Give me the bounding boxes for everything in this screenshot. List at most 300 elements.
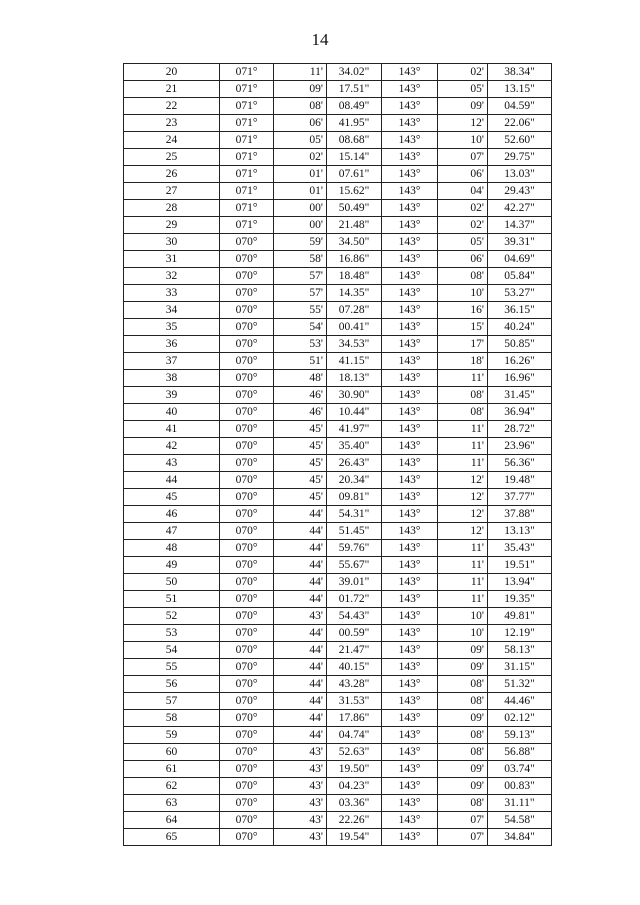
- lat-seconds-cell: 41.97": [327, 421, 382, 438]
- lon-degrees-cell: 143°: [382, 251, 438, 268]
- lon-seconds-cell: 29.75": [488, 149, 552, 166]
- table-row: [124, 455, 552, 472]
- lon-degrees-cell: 143°: [382, 625, 438, 642]
- point-number-cell: 42: [124, 438, 220, 455]
- lon-degrees-cell: 143°: [382, 676, 438, 693]
- point-number-cell: 39: [124, 387, 220, 404]
- lon-seconds-cell: 31.45": [488, 387, 552, 404]
- lat-seconds-cell: 41.15": [327, 353, 382, 370]
- lat-seconds-cell: 04.74": [327, 727, 382, 744]
- lat-seconds-cell: 00.59": [327, 625, 382, 642]
- table-row: [124, 370, 552, 387]
- lon-degrees-cell: 143°: [382, 421, 438, 438]
- lat-degrees-cell: 070°: [220, 676, 274, 693]
- table-row: [124, 727, 552, 744]
- lon-seconds-cell: 37.77": [488, 489, 552, 506]
- lon-seconds-cell: 40.24": [488, 319, 552, 336]
- table-row: [124, 353, 552, 370]
- lon-minutes-cell: 08': [438, 744, 488, 761]
- lon-minutes-cell: 09': [438, 98, 488, 115]
- lon-degrees-cell: 143°: [382, 693, 438, 710]
- lat-degrees-cell: 071°: [220, 115, 274, 132]
- lat-minutes-cell: 46': [274, 404, 327, 421]
- lat-seconds-cell: 30.90": [327, 387, 382, 404]
- lon-degrees-cell: 143°: [382, 336, 438, 353]
- lon-minutes-cell: 05': [438, 234, 488, 251]
- lon-degrees-cell: 143°: [382, 489, 438, 506]
- table-row: [124, 608, 552, 625]
- point-number-cell: 20: [124, 64, 220, 81]
- point-number-cell: 62: [124, 778, 220, 795]
- lat-seconds-cell: 21.48": [327, 217, 382, 234]
- lon-seconds-cell: 36.15": [488, 302, 552, 319]
- lat-minutes-cell: 45': [274, 455, 327, 472]
- lat-degrees-cell: 071°: [220, 98, 274, 115]
- lat-seconds-cell: 40.15": [327, 659, 382, 676]
- lat-minutes-cell: 44': [274, 642, 327, 659]
- lat-minutes-cell: 45': [274, 438, 327, 455]
- lat-degrees-cell: 070°: [220, 812, 274, 829]
- point-number-cell: 59: [124, 727, 220, 744]
- lat-degrees-cell: 070°: [220, 608, 274, 625]
- lat-degrees-cell: 070°: [220, 370, 274, 387]
- lat-degrees-cell: 070°: [220, 795, 274, 812]
- lat-seconds-cell: 43.28": [327, 676, 382, 693]
- lat-seconds-cell: 54.43": [327, 608, 382, 625]
- lat-degrees-cell: 070°: [220, 506, 274, 523]
- lat-minutes-cell: 43': [274, 812, 327, 829]
- table-row: [124, 302, 552, 319]
- lat-seconds-cell: 55.67": [327, 557, 382, 574]
- lat-minutes-cell: 57': [274, 268, 327, 285]
- lat-seconds-cell: 31.53": [327, 693, 382, 710]
- lon-degrees-cell: 143°: [382, 744, 438, 761]
- lon-minutes-cell: 09': [438, 761, 488, 778]
- lat-minutes-cell: 01': [274, 183, 327, 200]
- lon-minutes-cell: 11': [438, 540, 488, 557]
- point-number-cell: 33: [124, 285, 220, 302]
- lon-degrees-cell: 143°: [382, 404, 438, 421]
- table-row: [124, 761, 552, 778]
- lat-degrees-cell: 070°: [220, 268, 274, 285]
- point-number-cell: 35: [124, 319, 220, 336]
- lat-degrees-cell: 071°: [220, 183, 274, 200]
- lat-degrees-cell: 070°: [220, 319, 274, 336]
- lat-minutes-cell: 44': [274, 710, 327, 727]
- lon-seconds-cell: 05.84": [488, 268, 552, 285]
- lon-minutes-cell: 08': [438, 268, 488, 285]
- lon-seconds-cell: 58.13": [488, 642, 552, 659]
- lon-seconds-cell: 42.27": [488, 200, 552, 217]
- table-row: [124, 659, 552, 676]
- lon-seconds-cell: 04.59": [488, 98, 552, 115]
- lon-seconds-cell: 53.27": [488, 285, 552, 302]
- point-number-cell: 53: [124, 625, 220, 642]
- lon-degrees-cell: 143°: [382, 353, 438, 370]
- point-number-cell: 31: [124, 251, 220, 268]
- lat-degrees-cell: 070°: [220, 489, 274, 506]
- lat-seconds-cell: 41.95": [327, 115, 382, 132]
- lat-minutes-cell: 53': [274, 336, 327, 353]
- table-row: [124, 268, 552, 285]
- lon-minutes-cell: 11': [438, 455, 488, 472]
- lat-degrees-cell: 070°: [220, 642, 274, 659]
- lat-degrees-cell: 070°: [220, 336, 274, 353]
- lat-minutes-cell: 59': [274, 234, 327, 251]
- lon-minutes-cell: 08': [438, 404, 488, 421]
- lon-minutes-cell: 04': [438, 183, 488, 200]
- lat-degrees-cell: 070°: [220, 761, 274, 778]
- lat-degrees-cell: 070°: [220, 234, 274, 251]
- point-number-cell: 22: [124, 98, 220, 115]
- table-row: [124, 438, 552, 455]
- lat-minutes-cell: 00': [274, 200, 327, 217]
- coordinates-table-body: [124, 64, 552, 846]
- point-number-cell: 32: [124, 268, 220, 285]
- lat-degrees-cell: 070°: [220, 353, 274, 370]
- table-row: [124, 540, 552, 557]
- lat-seconds-cell: 07.28": [327, 302, 382, 319]
- lon-seconds-cell: 36.94": [488, 404, 552, 421]
- lon-degrees-cell: 143°: [382, 710, 438, 727]
- lat-seconds-cell: 18.48": [327, 268, 382, 285]
- lon-degrees-cell: 143°: [382, 81, 438, 98]
- lon-seconds-cell: 38.34": [488, 64, 552, 81]
- point-number-cell: 34: [124, 302, 220, 319]
- point-number-cell: 25: [124, 149, 220, 166]
- lat-minutes-cell: 44': [274, 625, 327, 642]
- lat-minutes-cell: 43': [274, 778, 327, 795]
- lat-degrees-cell: 070°: [220, 693, 274, 710]
- table-row: [124, 115, 552, 132]
- lat-seconds-cell: 07.61": [327, 166, 382, 183]
- lon-minutes-cell: 02': [438, 64, 488, 81]
- lat-minutes-cell: 43': [274, 829, 327, 846]
- table-row: [124, 778, 552, 795]
- lon-seconds-cell: 35.43": [488, 540, 552, 557]
- table-row: [124, 217, 552, 234]
- lat-minutes-cell: 44': [274, 693, 327, 710]
- lon-degrees-cell: 143°: [382, 472, 438, 489]
- lat-minutes-cell: 57': [274, 285, 327, 302]
- lon-minutes-cell: 15': [438, 319, 488, 336]
- table-row: [124, 149, 552, 166]
- lon-minutes-cell: 06': [438, 251, 488, 268]
- table-row: [124, 795, 552, 812]
- lon-minutes-cell: 12': [438, 523, 488, 540]
- point-number-cell: 41: [124, 421, 220, 438]
- point-number-cell: 51: [124, 591, 220, 608]
- point-number-cell: 23: [124, 115, 220, 132]
- lat-degrees-cell: 070°: [220, 557, 274, 574]
- point-number-cell: 30: [124, 234, 220, 251]
- lon-degrees-cell: 143°: [382, 761, 438, 778]
- table-row: [124, 744, 552, 761]
- lon-seconds-cell: 19.51": [488, 557, 552, 574]
- lon-seconds-cell: 56.88": [488, 744, 552, 761]
- lon-degrees-cell: 143°: [382, 812, 438, 829]
- lon-seconds-cell: 13.13": [488, 523, 552, 540]
- lon-minutes-cell: 17': [438, 336, 488, 353]
- point-number-cell: 24: [124, 132, 220, 149]
- lon-minutes-cell: 09': [438, 778, 488, 795]
- lon-degrees-cell: 143°: [382, 608, 438, 625]
- lat-seconds-cell: 00.41": [327, 319, 382, 336]
- table-row: [124, 676, 552, 693]
- point-number-cell: 50: [124, 574, 220, 591]
- lon-minutes-cell: 11': [438, 557, 488, 574]
- table-row: [124, 234, 552, 251]
- lat-degrees-cell: 071°: [220, 200, 274, 217]
- lon-minutes-cell: 07': [438, 812, 488, 829]
- lat-minutes-cell: 43': [274, 795, 327, 812]
- lat-minutes-cell: 44': [274, 557, 327, 574]
- lon-degrees-cell: 143°: [382, 387, 438, 404]
- lon-degrees-cell: 143°: [382, 540, 438, 557]
- lat-degrees-cell: 070°: [220, 455, 274, 472]
- lon-seconds-cell: 51.32": [488, 676, 552, 693]
- lat-degrees-cell: 070°: [220, 778, 274, 795]
- point-number-cell: 65: [124, 829, 220, 846]
- lon-seconds-cell: 19.35": [488, 591, 552, 608]
- lat-seconds-cell: 21.47": [327, 642, 382, 659]
- lon-seconds-cell: 13.94": [488, 574, 552, 591]
- lat-seconds-cell: 09.81": [327, 489, 382, 506]
- lat-minutes-cell: 55': [274, 302, 327, 319]
- lon-degrees-cell: 143°: [382, 183, 438, 200]
- lat-seconds-cell: 14.35": [327, 285, 382, 302]
- lat-degrees-cell: 070°: [220, 421, 274, 438]
- lon-degrees-cell: 143°: [382, 438, 438, 455]
- lon-minutes-cell: 12': [438, 472, 488, 489]
- lat-minutes-cell: 54': [274, 319, 327, 336]
- lat-seconds-cell: 26.43": [327, 455, 382, 472]
- lon-degrees-cell: 143°: [382, 302, 438, 319]
- table-row: [124, 387, 552, 404]
- table-row: [124, 285, 552, 302]
- table-row: [124, 132, 552, 149]
- point-number-cell: 56: [124, 676, 220, 693]
- lon-minutes-cell: 18': [438, 353, 488, 370]
- lon-seconds-cell: 13.15": [488, 81, 552, 98]
- lon-seconds-cell: 12.19": [488, 625, 552, 642]
- lon-minutes-cell: 12': [438, 506, 488, 523]
- point-number-cell: 49: [124, 557, 220, 574]
- lat-minutes-cell: 02': [274, 149, 327, 166]
- lon-degrees-cell: 143°: [382, 370, 438, 387]
- point-number-cell: 57: [124, 693, 220, 710]
- table-row: [124, 829, 552, 846]
- lat-minutes-cell: 43': [274, 608, 327, 625]
- table-row: [124, 183, 552, 200]
- lon-minutes-cell: 10': [438, 625, 488, 642]
- lon-degrees-cell: 143°: [382, 64, 438, 81]
- lon-seconds-cell: 56.36": [488, 455, 552, 472]
- lat-degrees-cell: 070°: [220, 710, 274, 727]
- lat-degrees-cell: 070°: [220, 829, 274, 846]
- lon-seconds-cell: 23.96": [488, 438, 552, 455]
- lat-degrees-cell: 070°: [220, 744, 274, 761]
- lat-minutes-cell: 48': [274, 370, 327, 387]
- lon-degrees-cell: 143°: [382, 200, 438, 217]
- lon-seconds-cell: 37.88": [488, 506, 552, 523]
- lat-seconds-cell: 03.36": [327, 795, 382, 812]
- lon-seconds-cell: 14.37": [488, 217, 552, 234]
- lat-degrees-cell: 070°: [220, 659, 274, 676]
- table-row: [124, 421, 552, 438]
- point-number-cell: 61: [124, 761, 220, 778]
- point-number-cell: 52: [124, 608, 220, 625]
- lon-seconds-cell: 54.58": [488, 812, 552, 829]
- table-row: [124, 404, 552, 421]
- lon-seconds-cell: 03.74": [488, 761, 552, 778]
- lat-minutes-cell: 11': [274, 64, 327, 81]
- lat-degrees-cell: 070°: [220, 404, 274, 421]
- lat-minutes-cell: 45': [274, 421, 327, 438]
- lon-minutes-cell: 11': [438, 421, 488, 438]
- point-number-cell: 40: [124, 404, 220, 421]
- lat-minutes-cell: 09': [274, 81, 327, 98]
- lon-minutes-cell: 16': [438, 302, 488, 319]
- lon-minutes-cell: 08': [438, 727, 488, 744]
- lon-degrees-cell: 143°: [382, 778, 438, 795]
- lon-minutes-cell: 09': [438, 659, 488, 676]
- lon-minutes-cell: 11': [438, 591, 488, 608]
- lon-seconds-cell: 16.26": [488, 353, 552, 370]
- coordinates-table: [123, 63, 552, 846]
- lon-minutes-cell: 09': [438, 710, 488, 727]
- lon-minutes-cell: 12': [438, 115, 488, 132]
- lon-seconds-cell: 28.72": [488, 421, 552, 438]
- lat-minutes-cell: 43': [274, 744, 327, 761]
- point-number-cell: 48: [124, 540, 220, 557]
- lat-minutes-cell: 44': [274, 591, 327, 608]
- lon-degrees-cell: 143°: [382, 132, 438, 149]
- lon-minutes-cell: 11': [438, 574, 488, 591]
- point-number-cell: 64: [124, 812, 220, 829]
- lat-minutes-cell: 45': [274, 489, 327, 506]
- table-row: [124, 591, 552, 608]
- lat-seconds-cell: 51.45": [327, 523, 382, 540]
- table-row: [124, 472, 552, 489]
- lat-minutes-cell: 44': [274, 574, 327, 591]
- lat-seconds-cell: 50.49": [327, 200, 382, 217]
- point-number-cell: 43: [124, 455, 220, 472]
- lon-seconds-cell: 16.96": [488, 370, 552, 387]
- lon-seconds-cell: 31.15": [488, 659, 552, 676]
- point-number-cell: 28: [124, 200, 220, 217]
- lon-degrees-cell: 143°: [382, 829, 438, 846]
- point-number-cell: 27: [124, 183, 220, 200]
- table-row: [124, 64, 552, 81]
- table-row: [124, 693, 552, 710]
- lon-degrees-cell: 143°: [382, 217, 438, 234]
- lon-seconds-cell: 13.03": [488, 166, 552, 183]
- lon-seconds-cell: 02.12": [488, 710, 552, 727]
- lat-seconds-cell: 19.50": [327, 761, 382, 778]
- lon-degrees-cell: 143°: [382, 455, 438, 472]
- lon-seconds-cell: 00.83": [488, 778, 552, 795]
- lon-minutes-cell: 07': [438, 829, 488, 846]
- lat-degrees-cell: 070°: [220, 251, 274, 268]
- table-row: [124, 506, 552, 523]
- table-row: [124, 523, 552, 540]
- table-row: [124, 336, 552, 353]
- lon-degrees-cell: 143°: [382, 285, 438, 302]
- point-number-cell: 44: [124, 472, 220, 489]
- lon-degrees-cell: 143°: [382, 591, 438, 608]
- lon-degrees-cell: 143°: [382, 727, 438, 744]
- lon-minutes-cell: 12': [438, 489, 488, 506]
- lat-minutes-cell: 58': [274, 251, 327, 268]
- table-row: [124, 166, 552, 183]
- lat-minutes-cell: 06': [274, 115, 327, 132]
- lon-minutes-cell: 08': [438, 693, 488, 710]
- lon-degrees-cell: 143°: [382, 506, 438, 523]
- lon-minutes-cell: 10': [438, 608, 488, 625]
- point-number-cell: 63: [124, 795, 220, 812]
- lat-seconds-cell: 17.86": [327, 710, 382, 727]
- lat-minutes-cell: 00': [274, 217, 327, 234]
- lon-seconds-cell: 49.81": [488, 608, 552, 625]
- point-number-cell: 38: [124, 370, 220, 387]
- lon-degrees-cell: 143°: [382, 574, 438, 591]
- lat-seconds-cell: 01.72": [327, 591, 382, 608]
- lat-minutes-cell: 44': [274, 727, 327, 744]
- lon-degrees-cell: 143°: [382, 115, 438, 132]
- lon-minutes-cell: 11': [438, 370, 488, 387]
- table-row: [124, 710, 552, 727]
- point-number-cell: 26: [124, 166, 220, 183]
- lat-seconds-cell: 15.14": [327, 149, 382, 166]
- table-row: [124, 98, 552, 115]
- point-number-cell: 37: [124, 353, 220, 370]
- lat-degrees-cell: 071°: [220, 217, 274, 234]
- lat-seconds-cell: 34.50": [327, 234, 382, 251]
- lat-degrees-cell: 070°: [220, 591, 274, 608]
- lon-degrees-cell: 143°: [382, 98, 438, 115]
- lon-seconds-cell: 34.84": [488, 829, 552, 846]
- lon-seconds-cell: 50.85": [488, 336, 552, 353]
- lon-minutes-cell: 02': [438, 200, 488, 217]
- lat-degrees-cell: 071°: [220, 149, 274, 166]
- point-number-cell: 60: [124, 744, 220, 761]
- lon-seconds-cell: 39.31": [488, 234, 552, 251]
- lat-seconds-cell: 22.26": [327, 812, 382, 829]
- table-row: [124, 319, 552, 336]
- lon-degrees-cell: 143°: [382, 234, 438, 251]
- lon-seconds-cell: 59.13": [488, 727, 552, 744]
- table-row: [124, 812, 552, 829]
- lon-minutes-cell: 11': [438, 438, 488, 455]
- table-row: [124, 557, 552, 574]
- lon-degrees-cell: 143°: [382, 166, 438, 183]
- lon-seconds-cell: 19.48": [488, 472, 552, 489]
- lat-seconds-cell: 52.63": [327, 744, 382, 761]
- lon-minutes-cell: 08': [438, 676, 488, 693]
- lat-seconds-cell: 15.62": [327, 183, 382, 200]
- lat-seconds-cell: 39.01": [327, 574, 382, 591]
- lat-degrees-cell: 070°: [220, 523, 274, 540]
- lat-seconds-cell: 16.86": [327, 251, 382, 268]
- lon-seconds-cell: 44.46": [488, 693, 552, 710]
- table-row: [124, 625, 552, 642]
- lat-degrees-cell: 070°: [220, 472, 274, 489]
- lon-minutes-cell: 06': [438, 166, 488, 183]
- lat-seconds-cell: 10.44": [327, 404, 382, 421]
- lat-minutes-cell: 45': [274, 472, 327, 489]
- lon-seconds-cell: 04.69": [488, 251, 552, 268]
